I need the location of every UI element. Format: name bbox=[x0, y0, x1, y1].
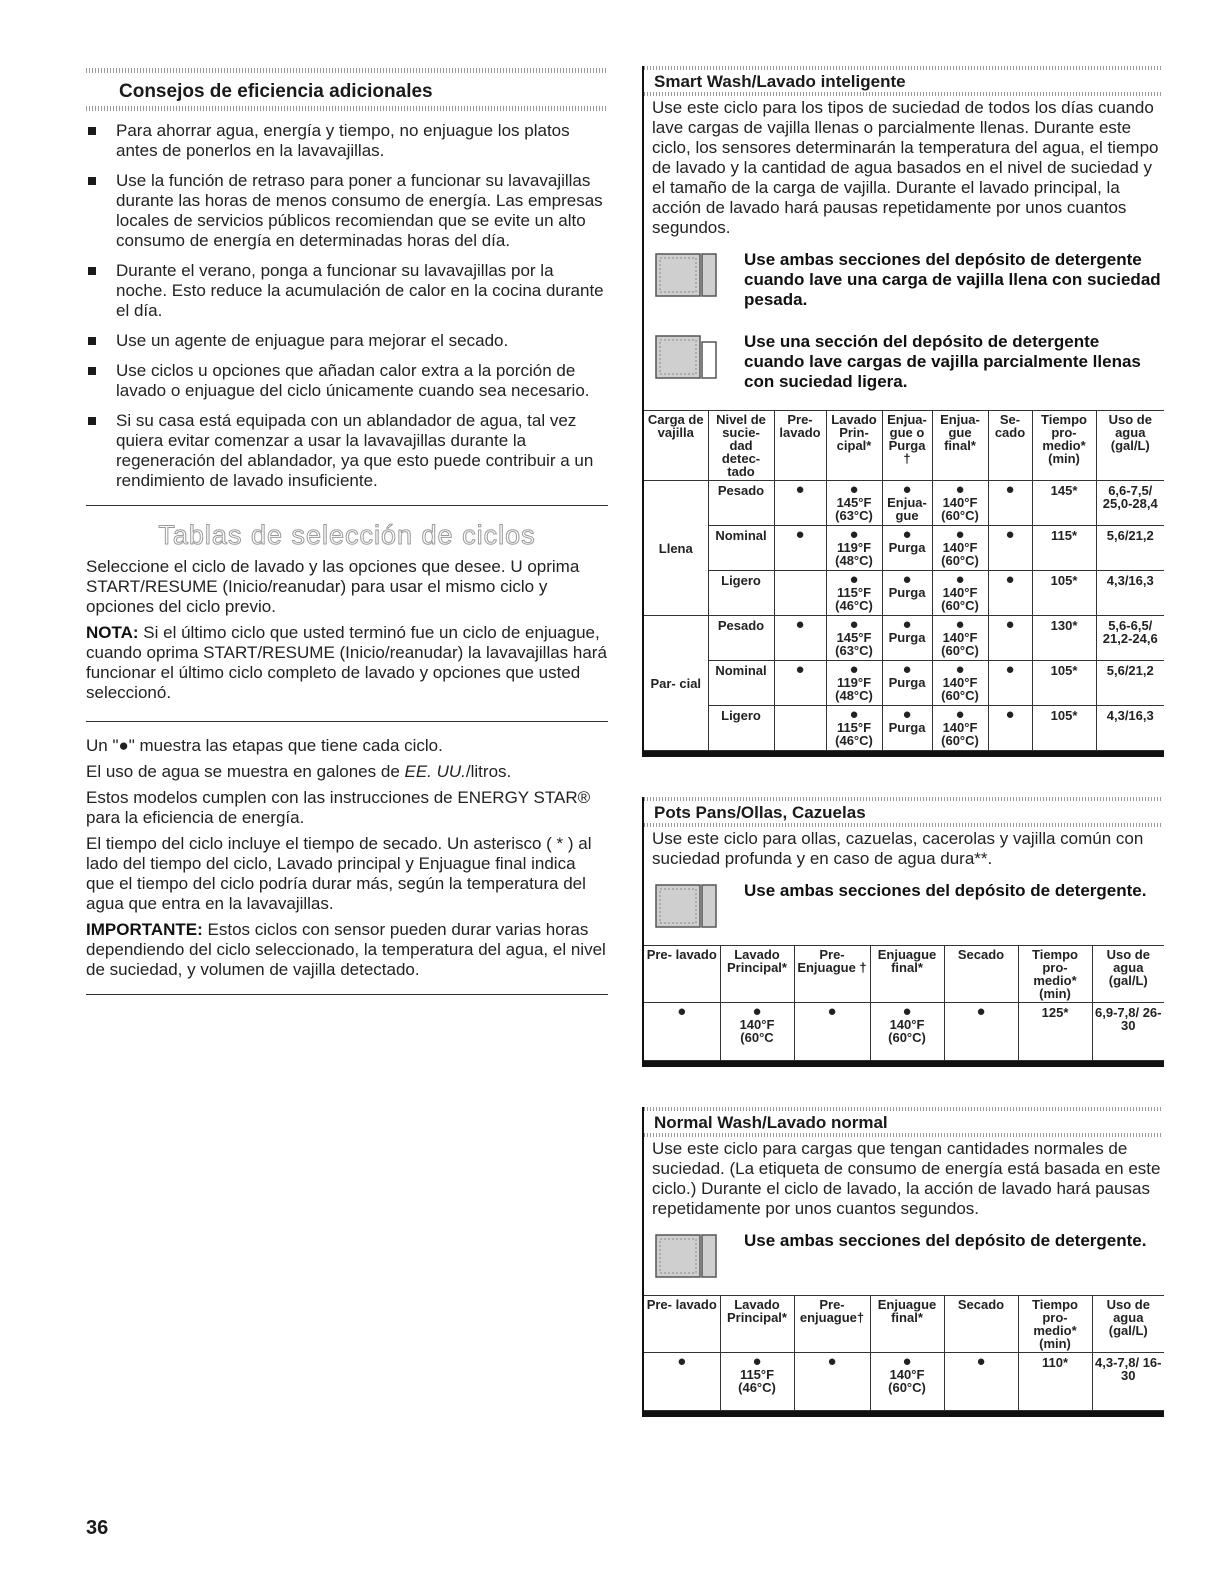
normal-wash-section bbox=[642, 1107, 1162, 1417]
tip-item: Para ahorrar agua, energía y tiempo, no enjuague los platos antes de ponerlos en la lavavajillas. bbox=[86, 121, 608, 161]
col-header: Carga de vajilla bbox=[644, 411, 708, 481]
table-row bbox=[644, 1353, 1164, 1411]
cell-final: ● 140°F (60°C) bbox=[870, 1003, 944, 1061]
tip-item: Use ciclos u opciones que añadan calor extra a la porción de lavado o enjuague del ciclo únicamente cuando sea necesario. bbox=[86, 361, 608, 401]
cell-rinse: ● Purga bbox=[882, 571, 932, 616]
detergent-dispenser-both-icon bbox=[650, 250, 720, 300]
cell-nivel: Ligero bbox=[708, 571, 774, 616]
cycle-time-note: El tiempo del ciclo incluye el tiempo de secado. Un asterisco ( * ) al lado del tiempo del ciclo, Lavado principal y Enjuague final indica que el tiempo del ciclo podría durar más, según la temperatura del agua que entra en la lavavajillas. bbox=[86, 834, 592, 913]
cell-pre: ● bbox=[644, 1003, 720, 1061]
detergent-note-text: Use ambas secciones del depósito de detergente. bbox=[744, 881, 1147, 900]
col-header: Pre- enjuague† bbox=[794, 1296, 870, 1353]
cell-pre: ● bbox=[774, 526, 826, 571]
cell-water: 4,3/16,3 bbox=[1096, 571, 1164, 616]
consejos-title: Consejos de eficiencia adicionales bbox=[119, 81, 433, 102]
detergent-note-text: Use ambas secciones del depósito de detergente cuando lave una carga de vajilla llena con suciedad pesada. bbox=[744, 250, 1161, 309]
nota-text: Si el último ciclo que usted terminó fue un ciclo de enjuague, cuando oprima START/RESUME (Inicio/reanudar) la lavavajillas hará funcionar el último ciclo completo de lavado y opciones que usted seleccionó. bbox=[86, 623, 607, 702]
detergent-dispenser-both-icon bbox=[650, 1231, 720, 1281]
tip-item: Durante el verano, ponga a funcionar su lavavajillas por la noche. Esto reduce la acumulación de calor en la cocina durante el día. bbox=[86, 261, 608, 321]
col-header: Pre- lavado bbox=[774, 411, 826, 481]
col-header: Secado bbox=[944, 946, 1018, 1003]
cell-water: 5,6/21,2 bbox=[1096, 526, 1164, 571]
detergent-note bbox=[650, 881, 1162, 931]
cell-nivel: Nominal bbox=[708, 661, 774, 706]
tip-item: Use la función de retraso para poner a funcionar su lavavajillas durante las horas de menos consumo de energía. Las empresas locales de servicios públicos recomiendan que se evite un alto consumo de energía en determinadas horas del día. bbox=[86, 171, 608, 251]
cell-water: 6,6-7,5/ 25,0-28,4 bbox=[1096, 481, 1164, 526]
detergent-note-text: Use una sección del depósito de detergente cuando lave cargas de vajilla parcialmente llenas con suciedad ligera. bbox=[744, 332, 1141, 391]
cell-main: ● 115°F (46°C) bbox=[826, 571, 882, 616]
col-header: Tiempo pro- medio* (min) bbox=[1018, 1296, 1092, 1353]
table-row bbox=[644, 706, 1164, 751]
table-row bbox=[644, 526, 1164, 571]
table-row bbox=[644, 616, 1164, 661]
table-bottom-bar bbox=[644, 1411, 1164, 1417]
col-header: Enjua- gue final* bbox=[932, 411, 988, 481]
detergent-dispenser-both-icon bbox=[650, 881, 720, 931]
table-header-row bbox=[644, 411, 1164, 481]
cell-pre-rinse: ● bbox=[794, 1353, 870, 1411]
cell-dry: ● bbox=[988, 526, 1032, 571]
col-header: Pre- lavado bbox=[644, 946, 720, 1003]
cell-dry: ● bbox=[988, 706, 1032, 751]
importante-label: IMPORTANTE: bbox=[86, 920, 203, 939]
cell-rinse: ● Enjua- gue bbox=[882, 481, 932, 526]
cell-main: ● 145°F (63°C) bbox=[826, 481, 882, 526]
col-header: Pre- lavado bbox=[644, 1296, 720, 1353]
table-header-row bbox=[644, 946, 1164, 1003]
cell-time: 105* bbox=[1032, 661, 1096, 706]
col-header: Enjua- gue o Purga † bbox=[882, 411, 932, 481]
cell-main: ● 140°F (60°C bbox=[720, 1003, 794, 1061]
section-header bbox=[644, 797, 1162, 827]
col-header: Tiempo pro- medio* (min) bbox=[1018, 946, 1092, 1003]
cell-nivel: Pesado bbox=[708, 481, 774, 526]
normal-wash-title: Normal Wash/Lavado normal bbox=[654, 1113, 888, 1132]
select-paragraph: Seleccione el ciclo de lavado y las opciones que desee. U oprima START/RESUME (Inicio/reanudar) para usar el mismo ciclo y opciones del ciclo previo. bbox=[86, 557, 580, 616]
cell-pre: ● bbox=[774, 616, 826, 661]
cell-time: 105* bbox=[1032, 706, 1096, 751]
cell-main: ● 119°F (48°C) bbox=[826, 526, 882, 571]
dot-explanation: Un "●" muestra las etapas que tiene cada ciclo. bbox=[86, 736, 443, 755]
dotted-rule bbox=[86, 106, 608, 111]
cell-time: 125* bbox=[1018, 1003, 1092, 1061]
cell-rinse: ● Purga bbox=[882, 706, 932, 751]
table-bottom-bar bbox=[644, 751, 1164, 757]
cell-final: ● 140°F (60°C) bbox=[870, 1353, 944, 1411]
cell-dry: ● bbox=[988, 661, 1032, 706]
cell-time: 130* bbox=[1032, 616, 1096, 661]
cell-water: 4,3-7,8/ 16-30 bbox=[1092, 1353, 1164, 1411]
table-row bbox=[644, 481, 1164, 526]
cell-rinse: ● Purga bbox=[882, 661, 932, 706]
left-column bbox=[86, 68, 608, 995]
col-header: Pre- Enjuague † bbox=[794, 946, 870, 1003]
smart-wash-table bbox=[644, 410, 1164, 751]
right-column bbox=[642, 66, 1162, 1417]
tips-list bbox=[86, 121, 608, 491]
nota-label: NOTA: bbox=[86, 623, 139, 642]
col-header: Nivel de sucie- dad detec- tado bbox=[708, 411, 774, 481]
cell-water: 6,9-7,8/ 26-30 bbox=[1092, 1003, 1164, 1061]
divider bbox=[86, 721, 608, 722]
water-note-em: EE. UU. bbox=[404, 762, 466, 781]
detergent-note bbox=[650, 1231, 1162, 1281]
cell-time: 145* bbox=[1032, 481, 1096, 526]
col-header: Uso de agua (gal/L) bbox=[1092, 946, 1164, 1003]
cell-final: ● 140°F (60°C) bbox=[932, 661, 988, 706]
cell-dry: ● bbox=[988, 616, 1032, 661]
cell-main: ● 145°F (63°C) bbox=[826, 616, 882, 661]
cell-time: 115* bbox=[1032, 526, 1096, 571]
divider bbox=[86, 994, 608, 995]
col-header: Uso de agua (gal/L) bbox=[1096, 411, 1164, 481]
col-header: Enjuague final* bbox=[870, 946, 944, 1003]
col-header: Lavado Prin- cipal* bbox=[826, 411, 882, 481]
tablas-heading: Tablas de selección de ciclos bbox=[158, 520, 536, 550]
col-header: Lavado Principal* bbox=[720, 946, 794, 1003]
cell-final: ● 140°F (60°C) bbox=[932, 706, 988, 751]
cell-pre: ● bbox=[774, 661, 826, 706]
cell-pre bbox=[774, 706, 826, 751]
cell-rinse: ● Purga bbox=[882, 616, 932, 661]
col-header: Tiempo pro- medio* (min) bbox=[1032, 411, 1096, 481]
normal-wash-table bbox=[644, 1295, 1164, 1411]
col-header: Secado bbox=[944, 1296, 1018, 1353]
energy-star-note: Estos modelos cumplen con las instrucciones de ENERGY STAR® para la eficiencia de energía. bbox=[86, 788, 591, 827]
cell-time: 105* bbox=[1032, 571, 1096, 616]
cell-dry: ● bbox=[988, 571, 1032, 616]
table-row bbox=[644, 571, 1164, 616]
cell-nivel: Nominal bbox=[708, 526, 774, 571]
cell-dry: ● bbox=[944, 1003, 1018, 1061]
cell-main: ● 115°F (46°C) bbox=[720, 1353, 794, 1411]
cell-final: ● 140°F (60°C) bbox=[932, 481, 988, 526]
section-header bbox=[644, 1107, 1162, 1137]
pots-pans-description: Use este ciclo para ollas, cazuelas, cacerolas y vajilla común con suciedad profunda y en caso de agua dura**. bbox=[652, 829, 1144, 868]
smart-wash-description: Use este ciclo para los tipos de suciedad de todos los días cuando lave cargas de vajilla llenas o parcialmente llenas. Durante este ciclo, los sensores determinarán la temperatura del agua, el tiempo de lavado y la cantidad de agua basados en el nivel de suciedad y el tamaño de la carga de vajilla. Durante el lavado principal, la acción de lavado hará pausas repetidamente por unos cuantos segundos. bbox=[652, 98, 1159, 237]
col-header: Se- cado bbox=[988, 411, 1032, 481]
water-note-post: /litros. bbox=[465, 762, 512, 781]
group-label-llena: Llena bbox=[644, 481, 708, 616]
tip-item: Si su casa está equipada con un ablandador de agua, tal vez quiera evitar comenzar a usar la lavavajillas durante la regeneración del ablandador, ya que esto puede contribuir a un rendimiento de lavado insuficiente. bbox=[86, 411, 608, 491]
water-units-note bbox=[86, 762, 608, 782]
cell-water: 4,3/16,3 bbox=[1096, 706, 1164, 751]
detergent-note-full bbox=[650, 250, 1162, 310]
cell-main: ● 115°F (46°C) bbox=[826, 706, 882, 751]
cell-water: 5,6/21,2 bbox=[1096, 661, 1164, 706]
normal-wash-description: Use este ciclo para cargas que tengan cantidades normales de suciedad. (La etiqueta de consumo de energía está basada en este ciclo.) Durante el ciclo de lavado, la acción de lavado hará pausas repetidamente por unos cuantos segundos. bbox=[652, 1139, 1161, 1218]
cell-main: ● 119°F (48°C) bbox=[826, 661, 882, 706]
cell-time: 110* bbox=[1018, 1353, 1092, 1411]
page-number: 36 bbox=[86, 1517, 109, 1539]
divider bbox=[86, 505, 608, 506]
table-row bbox=[644, 661, 1164, 706]
cell-dry: ● bbox=[944, 1353, 1018, 1411]
cell-rinse: ● Purga bbox=[882, 526, 932, 571]
pots-pans-section bbox=[642, 797, 1162, 1067]
detergent-note-text: Use ambas secciones del depósito de detergente. bbox=[744, 1231, 1147, 1250]
pots-pans-table bbox=[644, 945, 1164, 1061]
tip-item: Use un agente de enjuague para mejorar el secado. bbox=[86, 331, 608, 351]
detergent-dispenser-one-icon bbox=[650, 332, 720, 382]
cell-final: ● 140°F (60°C) bbox=[932, 616, 988, 661]
cell-pre: ● bbox=[774, 481, 826, 526]
pots-pans-title: Pots Pans/Ollas, Cazuelas bbox=[654, 803, 866, 822]
table-row bbox=[644, 1003, 1164, 1061]
cell-pre-rinse: ● bbox=[794, 1003, 870, 1061]
table-header-row bbox=[644, 1296, 1164, 1353]
importante-paragraph bbox=[86, 920, 608, 980]
group-label-parcial: Par- cial bbox=[644, 616, 708, 751]
cell-dry: ● bbox=[988, 481, 1032, 526]
importante-text: Estos ciclos con sensor pueden durar varias horas dependiendo del ciclo seleccionado, la temperatura del agua, el nivel de suciedad, y volumen de vajilla detectado. bbox=[86, 920, 606, 979]
smart-wash-title: Smart Wash/Lavado inteligente bbox=[654, 72, 906, 91]
col-header: Enjuague final* bbox=[870, 1296, 944, 1353]
cell-pre bbox=[774, 571, 826, 616]
smart-wash-section bbox=[642, 66, 1162, 757]
section-header bbox=[644, 66, 1162, 96]
cell-pre: ● bbox=[644, 1353, 720, 1411]
table-bottom-bar bbox=[644, 1061, 1164, 1067]
cell-water: 5,6-6,5/ 21,2-24,6 bbox=[1096, 616, 1164, 661]
col-header: Uso de agua (gal/L) bbox=[1092, 1296, 1164, 1353]
cell-nivel: Pesado bbox=[708, 616, 774, 661]
water-note-pre: El uso de agua se muestra en galones de bbox=[86, 762, 405, 781]
cell-final: ● 140°F (60°C) bbox=[932, 571, 988, 616]
nota-paragraph bbox=[86, 623, 608, 703]
detergent-note-partial bbox=[650, 332, 1162, 392]
col-header: Lavado Principal* bbox=[720, 1296, 794, 1353]
cell-nivel: Ligero bbox=[708, 706, 774, 751]
cell-final: ● 140°F (60°C) bbox=[932, 526, 988, 571]
